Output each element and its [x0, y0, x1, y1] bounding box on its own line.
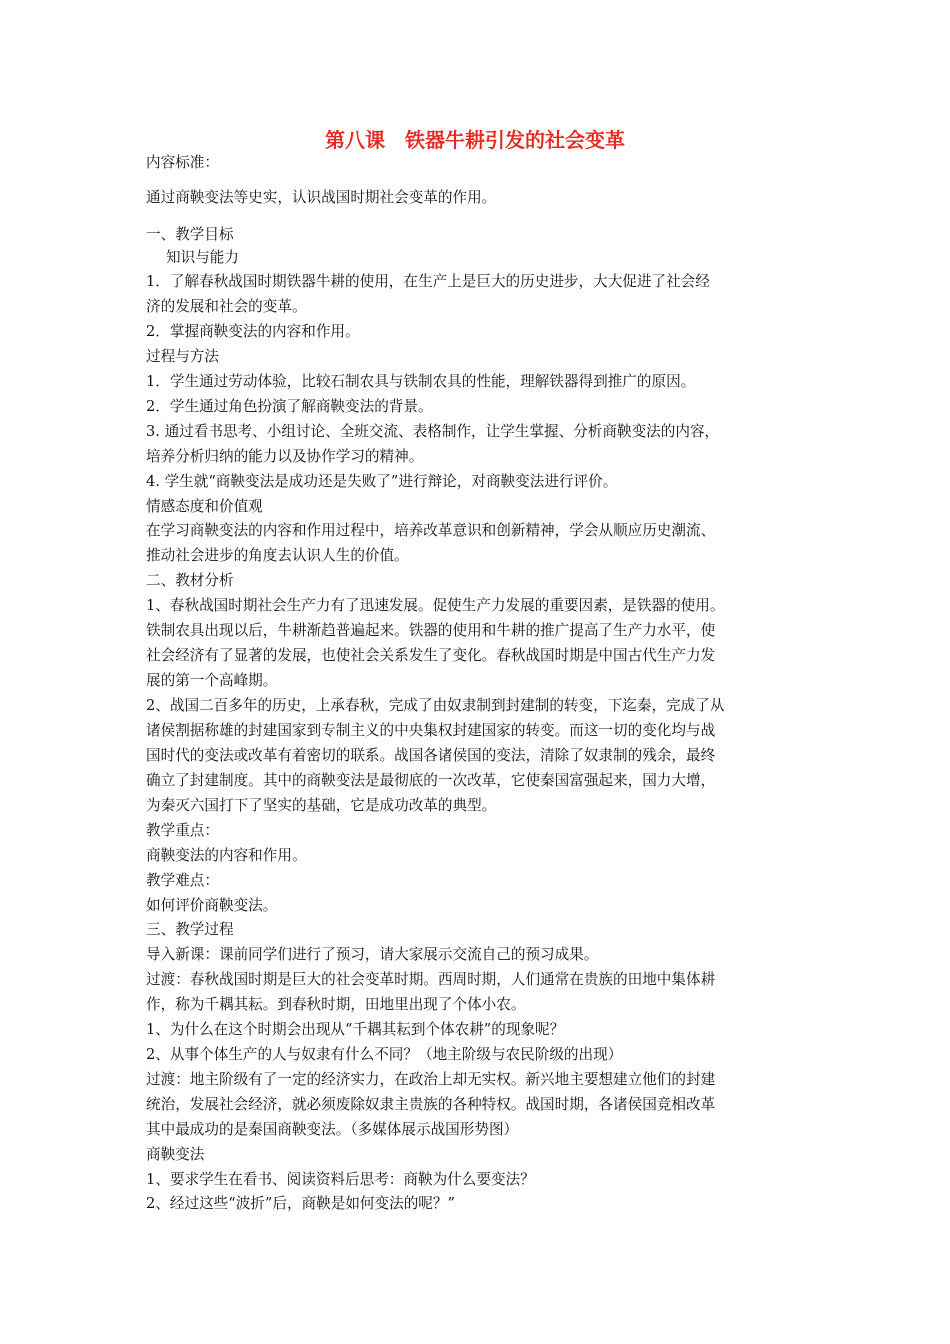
text-line: 1．了解春秋战国时期铁器牛耕的使用，在生产上是巨大的历史进步，大大促进了社会经	[146, 273, 710, 290]
text-line: 国时代的变法或改革有着密切的联系。战国各诸侯国的变法，清除了奴隶制的残余，最终	[146, 747, 716, 764]
text-line: 2．掌握商鞅变法的内容和作用。	[146, 323, 360, 340]
text-line: 二、教材分析	[146, 572, 234, 589]
text-line: 济的发展和社会的变革。	[146, 298, 307, 315]
text-line: 培养分析归纳的能力以及协作学习的精神。	[146, 448, 424, 465]
text-line: 情感态度和价值观	[146, 498, 263, 515]
text-line: 1．学生通过劳动体验，比较石制农具与铁制农具的性能，理解铁器得到推广的原因。	[146, 373, 696, 390]
text-line: 确立了封建制度。其中的商鞅变法是最彻底的一次改革，它使秦国富强起来，国力大增，	[146, 772, 716, 789]
text-line: 过程与方法	[146, 348, 219, 365]
text-line: 一、教学目标	[146, 226, 234, 243]
text-line: 4. 学生就“商鞅变法是成功还是失败了”进行辩论，对商鞅变法进行评价。	[146, 473, 618, 490]
text-line: 诸侯割据称雄的封建国家到专制主义的中央集权封建国家的转变。而这一切的变化均与战	[146, 722, 716, 739]
text-line: 知识与能力	[166, 249, 239, 266]
text-line: 1、春秋战国时期社会生产力有了迅速发展。促使生产力发展的重要因素，是铁器的使用。	[146, 597, 725, 614]
text-line: 社会经济有了显著的发展，也使社会关系发生了变化。春秋战国时期是中国古代生产力发	[146, 647, 716, 664]
document-title: 第八课 铁器牛耕引发的社会变革	[325, 128, 625, 152]
text-line: 教学重点：	[146, 822, 219, 839]
text-line: 导入新课：课前同学们进行了预习，请大家展示交流自己的预习成果。	[146, 946, 599, 963]
text-line: 过渡：地主阶级有了一定的经济实力，在政治上却无实权。新兴地主要想建立他们的封建	[146, 1071, 716, 1088]
text-line: 统治，发展社会经济，就必须废除奴隶主贵族的各种特权。战国时期，各诸侯国竞相改革	[146, 1096, 716, 1113]
text-line: 2．学生通过角色扮演了解商鞅变法的背景。	[146, 398, 433, 415]
text-line: 内容标准：	[146, 154, 219, 171]
text-line: 三、教学过程	[146, 921, 234, 938]
text-line: 推动社会进步的角度去认识人生的价值。	[146, 547, 409, 564]
text-line: 1、要求学生在看书、阅读资料后思考：商鞅为什么要变法？	[146, 1171, 535, 1188]
text-line: 1、为什么在这个时期会出现从“千耦其耘到个体农耕”的现象呢？	[146, 1021, 565, 1038]
text-line: 在学习商鞅变法的内容和作用过程中，培养改革意识和创新精神，学会从顺应历史潮流、	[146, 522, 716, 539]
text-line: 商鞅变法的内容和作用。	[146, 847, 307, 864]
text-line: 商鞅变法	[146, 1146, 205, 1163]
text-line: 展的第一个高峰期。	[146, 672, 278, 689]
text-line: 过渡：春秋战国时期是巨大的社会变革时期。西周时期，人们通常在贵族的田地中集体耕	[146, 971, 716, 988]
text-line: 2、战国二百多年的历史，上承春秋，完成了由奴隶制到封建制的转变，下迄秦，完成了从	[146, 697, 725, 714]
text-line: 作，称为千耦其耘。到春秋时期，田地里出现了个体小农。	[146, 996, 526, 1013]
text-line: 通过商鞅变法等史实，认识战国时期社会变革的作用。	[146, 189, 497, 206]
text-line: 如何评价商鞅变法。	[146, 897, 278, 914]
text-line: 教学难点：	[146, 872, 219, 889]
text-line: 2、经过这些“波折”后，商鞅是如何变法的呢？”	[146, 1195, 455, 1212]
text-line: 3. 通过看书思考、小组讨论、全班交流、表格制作，让学生掌握、分析商鞅变法的内容，	[146, 423, 720, 440]
text-line: 其中最成功的是秦国商鞅变法。（多媒体展示战国形势图）	[146, 1121, 519, 1138]
text-line: 铁制农具出现以后，牛耕渐趋普遍起来。铁器的使用和牛耕的推广提高了生产力水平，使	[146, 622, 716, 639]
text-line: 为秦灭六国打下了坚实的基础，它是成功改革的典型。	[146, 797, 497, 814]
text-line: 2、从事个体生产的人与奴隶有什么不同？（地主阶级与农民阶级的出现）	[146, 1046, 623, 1063]
